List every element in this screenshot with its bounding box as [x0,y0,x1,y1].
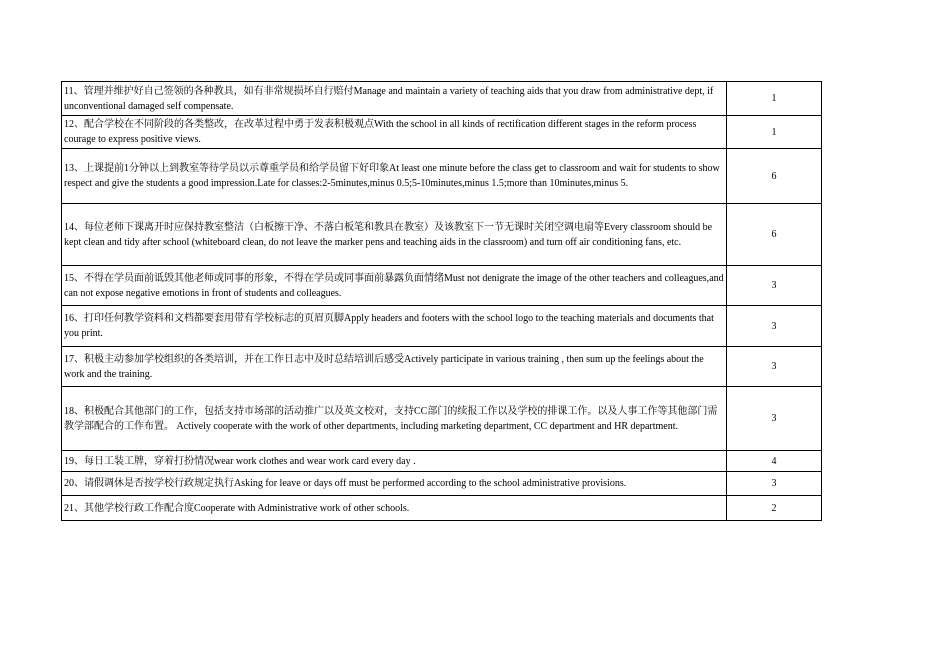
table-row [62,451,822,472]
rules-table [61,81,822,521]
rule-score: 1 [727,82,822,116]
rule-description: 11、管理并维护好自己签领的各种教具，如有非常规损坏自行赔付Manage and maintain a variety of teaching aids that you draw from administrative dept, if unconventional damaged self compensate. [62,82,727,116]
table-row [62,82,822,116]
table-row [62,306,822,347]
table-row [62,266,822,306]
rule-description: 18、积极配合其他部门的工作，包括支持市场部的活动推广以及英文校对，支持CC部门的续报工作以及学校的排课工作。以及人事工作等其他部门需教学部配合的工作布置。 Actively cooperate with the work of other departments, including marketing department, CC department and HR department. [62,387,727,451]
rule-score: 2 [727,496,822,521]
rule-description: 21、其他学校行政工作配合度Cooperate with Administrative work of other schools. [62,496,727,521]
table-row [62,204,822,266]
rule-description: 14、每位老师下课离开时应保持教室整洁（白板擦干净、不落白板笔和教具在教室）及该教室下一节无课时关闭空调电扇等Every classroom should be kept clean and tidy after school (whiteboard clean, do not leave the marker pens and teaching aids in the classroom) and turn off air conditioning fans, etc. [62,204,727,266]
rule-description: 19、每日工装工牌，穿着打扮情况wear work clothes and wear work card every day . [62,451,727,472]
rule-score: 3 [727,387,822,451]
rule-score: 3 [727,347,822,387]
rule-description: 13、上课提前1分钟以上到教室等待学员以示尊重学员和给学员留下好印象At least one minute before the class get to classroom and wait for students to show respect and give the students a good impression.Late for classes:2-5minutes,minus 0.5;5-10minutes,minus 1.5;more than 10minutes,minus 5. [62,149,727,204]
rule-description: 15、不得在学员面前诋毁其他老师或同事的形象，不得在学员或同事面前暴露负面情绪Must not denigrate the image of the other teachers and colleagues,and can not expose negative emotions in front of students and colleagues. [62,266,727,306]
rule-score: 1 [727,116,822,149]
table-row [62,496,822,521]
rule-description: 20、请假调休是否按学校行政规定执行Asking for leave or days off must be performed according to the school administrative provisions. [62,472,727,496]
table-row [62,347,822,387]
rule-score: 3 [727,472,822,496]
table-row [62,387,822,451]
rule-description: 12、配合学校在不同阶段的各类整改，在改革过程中勇于发表积极观点With the school in all kinds of rectification different stages in the reform process courage to express positive views. [62,116,727,149]
table-row [62,149,822,204]
table-row [62,116,822,149]
table-row [62,472,822,496]
rule-score: 3 [727,306,822,347]
rule-description: 16、打印任何教学资料和文档都要套用带有学校标志的页眉页脚Apply headers and footers with the school logo to the teaching materials and documents that you print. [62,306,727,347]
rule-score: 6 [727,204,822,266]
rule-score: 4 [727,451,822,472]
rule-description: 17、积极主动参加学校组织的各类培训，并在工作日志中及时总结培训后感受Actively participate in various training , then sum up the feelings about the work and the training. [62,347,727,387]
rule-score: 6 [727,149,822,204]
rule-score: 3 [727,266,822,306]
